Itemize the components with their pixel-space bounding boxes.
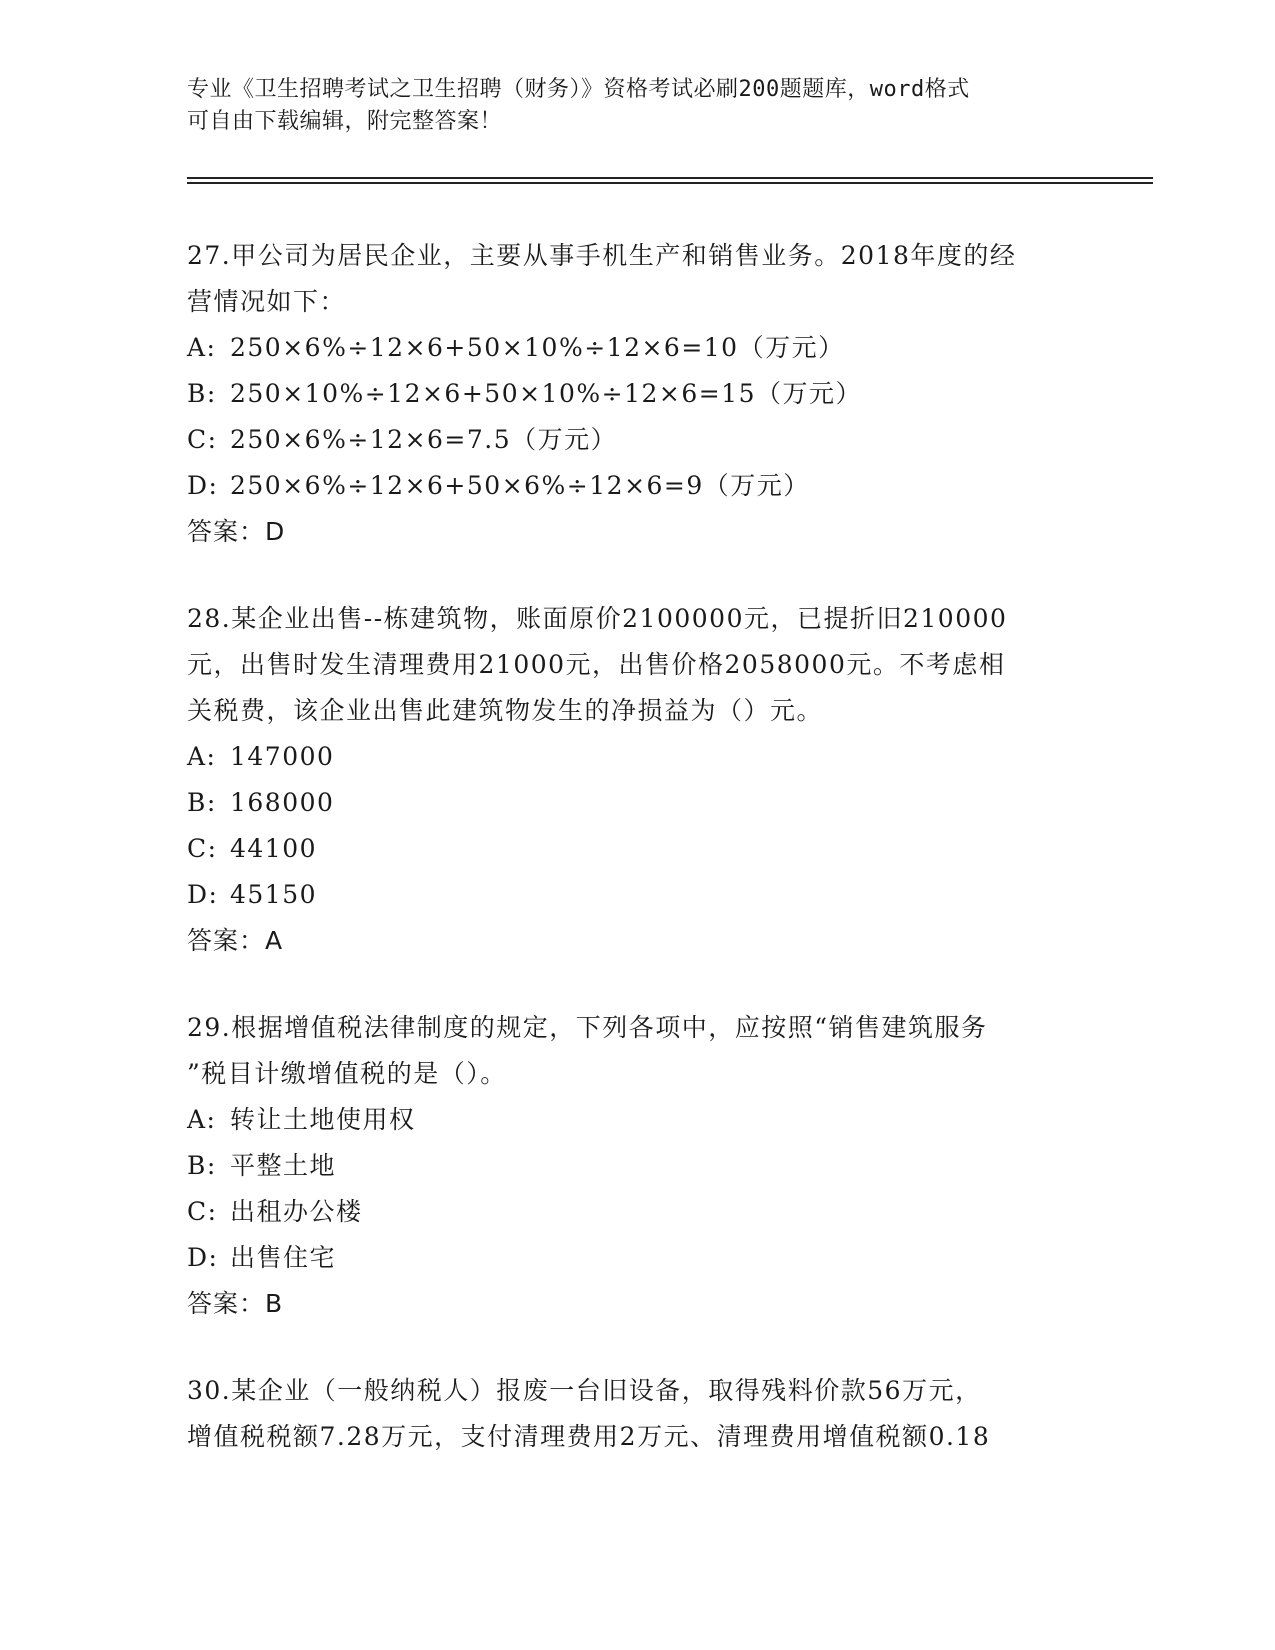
- option-key: A:: [187, 1105, 217, 1134]
- option-key: D:: [187, 1243, 219, 1272]
- option-text: 44100: [230, 834, 318, 863]
- question-stem-line: 27.甲公司为居民企业，主要从事手机生产和销售业务。2018年度的经: [187, 241, 1017, 270]
- option-text: 168000: [230, 788, 335, 817]
- option-b: [187, 371, 1087, 417]
- header-line-2: 可自由下载编辑，附完整答案！: [187, 109, 503, 134]
- question-28: [187, 596, 1087, 964]
- question-30: [187, 1368, 1087, 1460]
- document-header: [187, 74, 1087, 138]
- question-stem-line: 元，出售时发生清理费用21000元，出售价格2058000元。不考虑相: [187, 650, 1006, 679]
- option-text: 转让土地使用权: [230, 1105, 416, 1134]
- option-text: 250×6%÷12×6+50×10%÷12×6=10（万元）: [230, 333, 845, 362]
- option-key: B:: [187, 379, 217, 408]
- question-stem-line: 30.某企业（一般纳税人）报废一台旧设备，取得残料价款56万元，: [187, 1376, 982, 1405]
- question-27: [187, 233, 1087, 555]
- option-c: [187, 826, 1087, 872]
- option-text: 147000: [230, 742, 335, 771]
- option-c: [187, 1189, 1087, 1235]
- option-b: [187, 1143, 1087, 1189]
- question-stem-line: ”税目计缴增值税的是（）。: [187, 1059, 507, 1088]
- option-key: C:: [187, 1197, 218, 1226]
- option-c: [187, 417, 1087, 463]
- option-key: B:: [187, 788, 217, 817]
- option-key: D:: [187, 880, 219, 909]
- answer-label: 答案：B: [187, 1289, 284, 1318]
- question-stem-line: 28.某企业出售--栋建筑物，账面原价2100000元，已提折旧210000: [187, 604, 1008, 633]
- header-divider-bottom: [187, 182, 1153, 184]
- answer-label: 答案：D: [187, 517, 286, 546]
- option-key: A:: [187, 333, 217, 362]
- option-text: 45150: [230, 880, 318, 909]
- option-d: [187, 1235, 1087, 1281]
- option-text: 平整土地: [230, 1151, 337, 1180]
- option-key: B:: [187, 1151, 217, 1180]
- option-b: [187, 780, 1087, 826]
- option-a: [187, 734, 1087, 780]
- question-stem-line: 增值税税额7.28万元，支付清理费用2万元、清理费用增值税额0.18: [187, 1422, 991, 1451]
- question-stem-line: 29.根据增值税法律制度的规定，下列各项中，应按照“销售建筑服务: [187, 1013, 988, 1042]
- option-key: C:: [187, 425, 218, 454]
- option-text: 250×6%÷12×6=7.5（万元）: [230, 425, 618, 454]
- option-d: [187, 872, 1087, 918]
- question-stem-line: 关税费，该企业出售此建筑物发生的净损益为（）元。: [187, 696, 824, 725]
- option-key: D:: [187, 471, 219, 500]
- question-29: [187, 1005, 1087, 1327]
- option-key: C:: [187, 834, 218, 863]
- option-text: 出租办公楼: [230, 1197, 363, 1226]
- option-key: A:: [187, 742, 217, 771]
- option-a: [187, 325, 1087, 371]
- option-d: [187, 463, 1087, 509]
- option-text: 出售住宅: [230, 1243, 337, 1272]
- answer-label: 答案：A: [187, 926, 284, 955]
- option-a: [187, 1097, 1087, 1143]
- header-divider-top: [187, 177, 1153, 179]
- header-line-1: 专业《卫生招聘考试之卫生招聘（财务）》资格考试必刷200题题库，word格式: [187, 77, 970, 102]
- option-text: 250×6%÷12×6+50×6%÷12×6=9（万元）: [230, 471, 810, 500]
- option-text: 250×10%÷12×6+50×10%÷12×6=15（万元）: [230, 379, 862, 408]
- question-stem-line: 营情况如下：: [187, 287, 347, 316]
